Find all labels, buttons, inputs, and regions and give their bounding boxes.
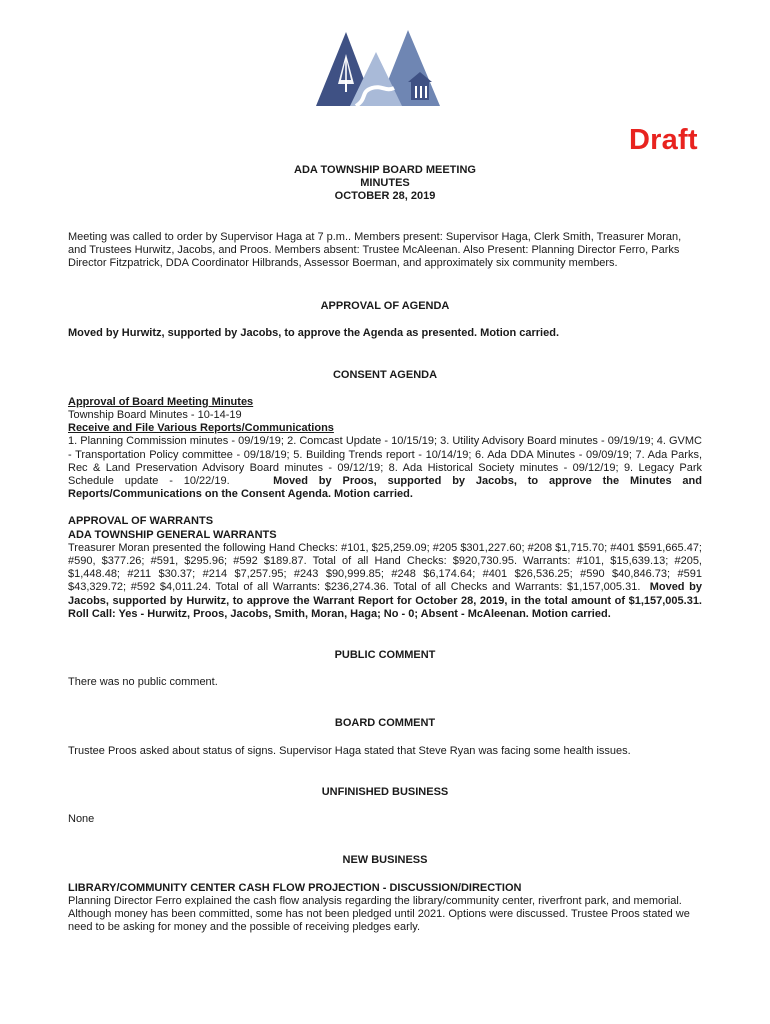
approval-agenda-heading: APPROVAL OF AGENDA bbox=[320, 300, 450, 313]
document-header bbox=[68, 164, 702, 204]
intro-paragraph: Meeting was called to order by Supervisor Haga at 7 p.m.. Members present: Supervisor Haga, Clerk Smith, Treasurer Moran, and Trustees Hurwitz, Jacobs, and Proos. Members absent: Trustee McAleenan. Also Present: Planning Director Ferro, Parks Director Fitzpatrick, DDA Coordinator Hilbrands, Assessor Boerman, and approximately six community members. bbox=[68, 230, 682, 270]
reports-subheading: Receive and File Various Reports/Communications bbox=[68, 422, 334, 435]
unfinished-business-heading: UNFINISHED BUSINESS bbox=[321, 785, 449, 798]
minutes-body bbox=[68, 164, 702, 934]
approval-agenda-motion: Moved by Hurwitz, supported by Jacobs, to approve the Agenda as presented. Motion carried. bbox=[68, 327, 560, 340]
draft-stamp: Draft bbox=[629, 124, 698, 156]
board-comment-text: Trustee Proos asked about status of signs. Supervisor Haga stated that Steve Ryan was facing some health issues. bbox=[68, 744, 631, 757]
meeting-title: ADA TOWNSHIP BOARD MEETING bbox=[294, 164, 476, 176]
warrants-paragraph bbox=[68, 542, 702, 621]
warrants-detail: Treasurer Moran presented the following Hand Checks: #101, $25,259.09; #205 $301,227.60; #208 $1,715.70; #401 $591,665.47; #590, $377.26; #591, $295.96; #592 $189.87. Total of all Hand Checks: $920,730.95. Warrants: #101, $15,639.13; #205, $1,448.48; #211 $30.37; #214 $7,257.95; #243 $90,999.85; #248 $6,174.64; #401 $26,536.25; #590 $40,846.73; #591 $43,329.72; #592 $4,011.24. Total of all Warrants: $236,274.36. Total of all Checks and Warrants: $1,157,005.31. bbox=[68, 541, 702, 594]
consent-motion: Moved by Proos, supported by Jacobs, to approve the Minutes and Reports/Communications on the Consent Agenda. Motion carried. bbox=[68, 475, 702, 501]
consent-agenda-paragraph bbox=[68, 435, 702, 501]
board-comment-heading: BOARD COMMENT bbox=[334, 717, 436, 730]
reports-list: 1. Planning Commission minutes - 09/19/19; 2. Comcast Update - 10/15/19; 3. Utility Advisory Board minutes - 09/19/19; 4. GVMC - Transportation Policy committee - 09/18/19; 5. Building Trends report - 10/14/19; 6. Ada DDA Minutes - 09/09/19; 7. Ada Parks, Rec & Land Preservation Advisory Board minutes - 09/12/19; 8. Ada Historical Society minutes - 09/12/19; 9. Legacy Park Schedule update - 10/22/19. bbox=[68, 435, 702, 488]
meeting-date: OCTOBER 28, 2019 bbox=[334, 190, 436, 203]
unfinished-business-text: None bbox=[68, 813, 95, 826]
general-warrants-heading: ADA TOWNSHIP GENERAL WARRANTS bbox=[68, 528, 277, 541]
minutes-label: MINUTES bbox=[360, 177, 410, 190]
library-item-text: Planning Director Ferro explained the cash flow analysis regarding the library/community center, riverfront park, and memorial. Although money has been committed, some has not been pledged until 2021. Options were discussed. Trustee Proos stated we need to be asking for money and the possible of receiving pledges early. bbox=[68, 894, 690, 934]
public-comment-heading: PUBLIC COMMENT bbox=[334, 649, 436, 662]
board-minutes-subheading: Approval of Board Meeting Minutes bbox=[68, 395, 254, 408]
consent-agenda-heading: CONSENT AGENDA bbox=[332, 368, 438, 381]
new-business-heading: NEW BUSINESS bbox=[342, 854, 428, 867]
public-comment-text: There was no public comment. bbox=[68, 676, 218, 689]
warrants-heading: APPROVAL OF WARRANTS bbox=[68, 515, 214, 528]
warrants-motion: Moved by Jacobs, supported by Hurwitz, to approve the Warrant Report for October 28, 2019, in the total amount of $1,157,005.31. Roll Call: Yes - Hurwitz, Proos, Jacobs, Smith, Moran, Haga; No - 0; Absent - McAleenan. Motion carried. bbox=[68, 581, 703, 620]
board-minutes-line: Township Board Minutes - 10-14-19 bbox=[68, 409, 242, 422]
ada-township-logo bbox=[316, 22, 440, 112]
library-item-heading: LIBRARY/COMMUNITY CENTER CASH FLOW PROJECTION - DISCUSSION/DIRECTION bbox=[68, 881, 522, 894]
